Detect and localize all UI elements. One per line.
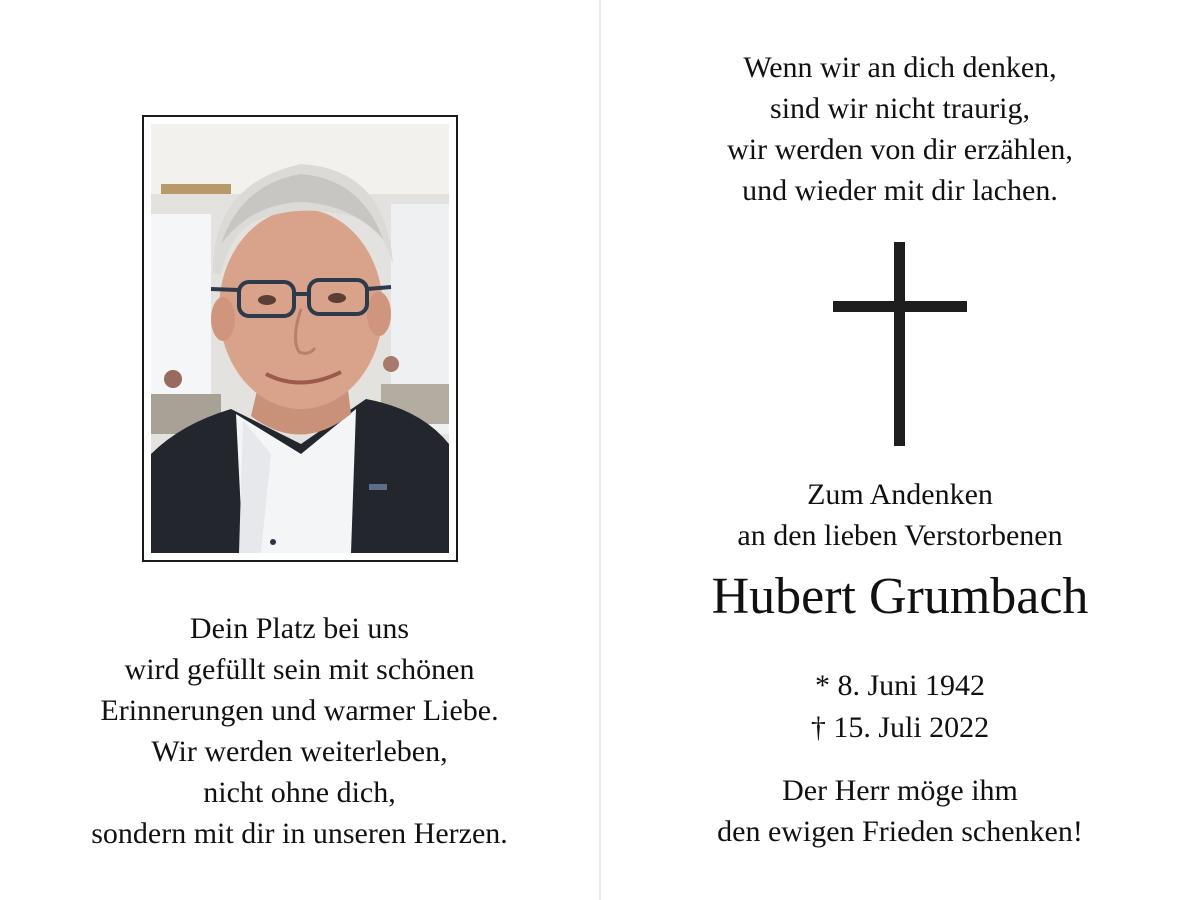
left-poem-line: Erinnerungen und warmer Liebe. <box>100 694 499 727</box>
portrait-frame <box>142 115 458 562</box>
cross-icon <box>833 242 967 446</box>
memorial-heading <box>601 474 1199 556</box>
right-poem-line: Wenn wir an dich denken, <box>743 51 1057 84</box>
right-poem-line: wir werden von dir erzählen, <box>727 133 1073 166</box>
right-poem-line: sind wir nicht traurig, <box>770 92 1030 125</box>
prayer <box>601 770 1199 852</box>
prayer-line: Der Herr möge ihm <box>782 774 1018 807</box>
right-poem-line: und wieder mit dir lachen. <box>742 174 1058 207</box>
memorial-line: an den lieben Verstorbenen <box>737 519 1063 552</box>
cross-horizontal-bar <box>833 301 967 312</box>
left-poem-line: Wir werden weiterleben, <box>151 735 448 768</box>
birth-date: * 8. Juni 1942 <box>814 669 985 702</box>
death-date: † 15. Juli 2022 <box>810 711 990 744</box>
left-poem-line: wird gefüllt sein mit schönen <box>124 653 475 686</box>
left-poem-line: sondern mit dir in unseren Herzen. <box>91 817 508 850</box>
cross-vertical-bar <box>894 242 905 446</box>
left-poem <box>0 608 599 854</box>
left-poem-line: nicht ohne dich, <box>203 776 396 809</box>
memorial-line: Zum Andenken <box>807 478 993 511</box>
right-panel <box>601 0 1199 900</box>
right-poem <box>601 47 1199 211</box>
left-panel <box>0 0 599 900</box>
prayer-line: den ewigen Frieden schenken! <box>717 815 1083 848</box>
life-dates <box>601 665 1199 749</box>
left-poem-line: Dein Platz bei uns <box>189 612 410 645</box>
deceased-name: Hubert Grumbach <box>711 568 1089 625</box>
portrait-photo <box>151 124 449 553</box>
